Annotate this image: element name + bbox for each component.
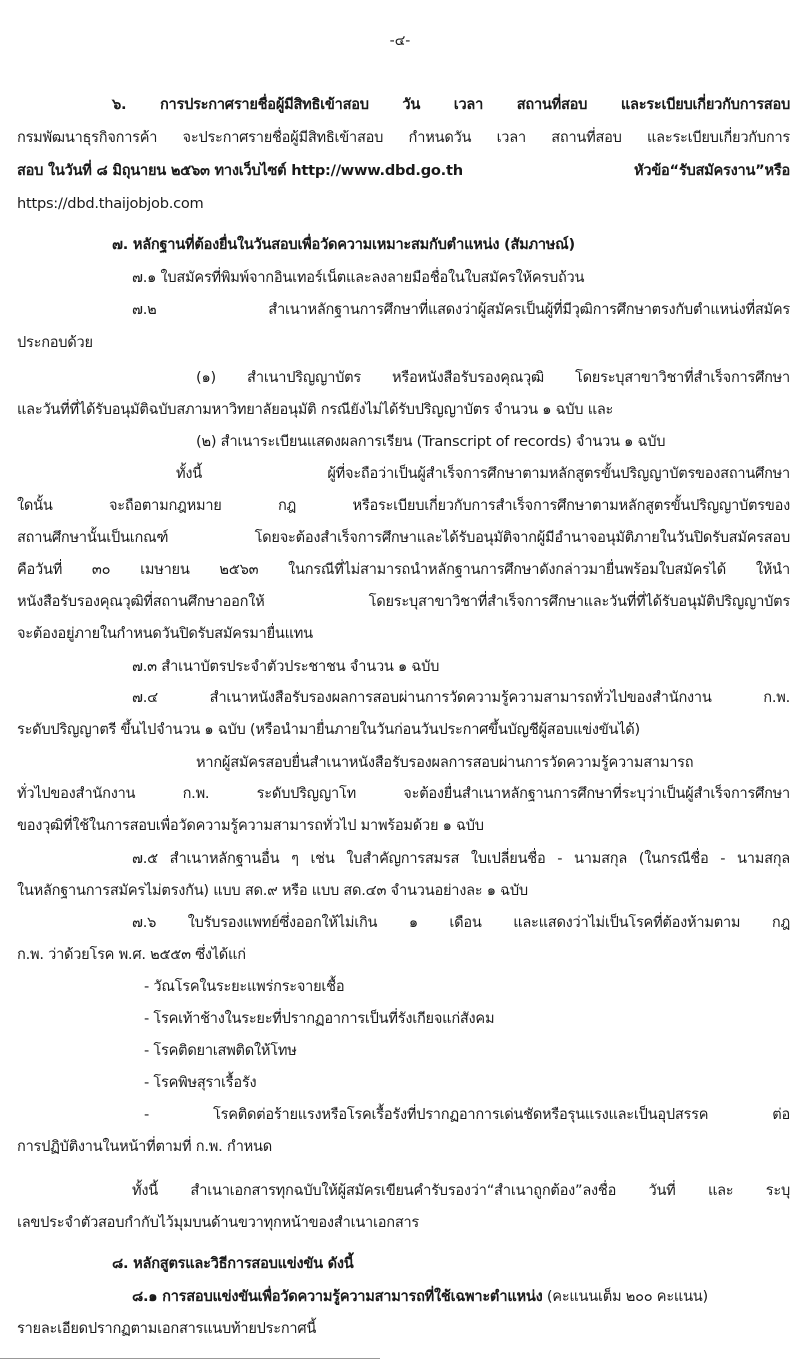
- section-6-line-2: กรมพัฒนาธุรกิจการค้า จะประกาศรายชื่อผู้มีสิทธิเข้าสอบ กำหนดวัน เวลา สถานที่สอบ และระเบียบเกี่ยวกับการ: [17, 129, 790, 146]
- item-7-4-line-1: ๗.๔ สำเนาหนังสือรับรองผลการสอบผ่านการวัดความรู้ความสามารถทั่วไปของสำนักงาน ก.พ.: [132, 689, 790, 706]
- section-8-heading: ๘. หลักสูตรและวิธีการสอบแข่งขัน ดังนี้: [112, 1255, 354, 1272]
- item-7-5-line-1: ๗.๕ สำเนาหลักฐานอื่น ๆ เช่น ใบสำคัญการสมรส ใบเปลี่ยนชื่อ - นามสกุล (ในกรณีชื่อ - นามสกุล: [132, 850, 790, 867]
- item-8-1-score: (คะแนนเต็ม ๒๐๐ คะแนน): [542, 1288, 708, 1305]
- section-6-url: https://dbd.thaijobjob.com: [17, 195, 204, 212]
- item-8-1-line-2: รายละเอียดปรากฏตามเอกสารแนบท้ายประกาศนี้: [17, 1320, 317, 1337]
- item-7-1: ๗.๑ ใบสมัครที่พิมพ์จากอินเทอร์เน็ตและลงลายมือชื่อในใบสมัครให้ครบถ้วน: [132, 269, 585, 286]
- item-7-6-line-2: ก.พ. ว่าด้วยโรค พ.ศ. ๒๕๕๓ ซึ่งได้แก่: [17, 946, 246, 963]
- note-line-3: สถานศึกษานั้นเป็นเกณฑ์ โดยจะต้องสำเร็จการศึกษาและได้รับอนุมัติจากผู้มีอำนาจอนุมัติภายในวันปิดรับสมัครสอบ: [17, 529, 790, 546]
- disease-item: - วัณโรคในระยะแพร่กระจายเชื้อ: [144, 978, 345, 995]
- item-7-2-1-line-1: (๑) สำเนาปริญญาบัตร หรือหนังสือรับรองคุณวุฒิ โดยระบุสาขาวิชาที่สำเร็จการศึกษา: [196, 369, 790, 386]
- disease-item: - โรคเท้าช้างในระยะที่ปรากฏอาการเป็นที่รังเกียจแก่สังคม: [144, 1010, 495, 1027]
- section-6-line-3b: หัวข้อ“รับสมัครงาน”หรือ: [634, 162, 790, 179]
- footer-divider: [0, 1358, 380, 1359]
- section-6-line-3a: สอบ ในวันที่ ๘ มิถุนายน ๒๕๖๓ ทางเว็บไซต์ http://www.dbd.go.th: [17, 162, 463, 179]
- disease-item: - โรคพิษสุราเรื้อรัง: [144, 1074, 257, 1091]
- disease-item-5-line-2: การปฏิบัติงานในหน้าที่ตามที่ ก.พ. กำหนด: [17, 1138, 273, 1155]
- item-7-6-line-1: ๗.๖ ใบรับรองแพทย์ซึ่งออกให้ไม่เกิน ๑ เดือน และแสดงว่าไม่เป็นโรคที่ต้องห้ามตาม กฎ: [132, 914, 790, 931]
- disease-item: - โรคติดยาเสพติดให้โทษ: [144, 1042, 297, 1059]
- certification-line-2: เลขประจำตัวสอบกำกับไว้มุมบนด้านขวาทุกหน้าของสำเนาเอกสาร: [17, 1214, 420, 1231]
- note-line-4: คือวันที่ ๓๐ เมษายน ๒๕๖๓ ในกรณีที่ไม่สามารถนำหลักฐานการศึกษาดังกล่าวมายื่นพร้อมใบสมัครได้ ให้นำ: [17, 561, 790, 578]
- disease-item-5-line-1: - โรคติดต่อร้ายแรงหรือโรคเรื้อรังที่ปรากฏอาการเด่นชัดหรือรุนแรงและเป็นอุปสรรค ต่อ: [144, 1106, 790, 1123]
- item-7-3: ๗.๓ สำเนาบัตรประจำตัวประชาชน จำนวน ๑ ฉบับ: [132, 658, 440, 675]
- note-line-5: หนังสือรับรองคุณวุฒิที่สถานศึกษาออกให้ โดยระบุสาขาวิชาที่สำเร็จการศึกษาและวันที่ที่ได้รับอนุมัติปริญญาบัตร: [17, 593, 790, 610]
- item-7-4-line-5: ของวุฒิที่ใช้ในการสอบเพื่อวัดความรู้ความสามารถทั่วไป มาพร้อมด้วย ๑ ฉบับ: [17, 817, 484, 834]
- item-7-2-line-1: ๗.๒ สำเนาหลักฐานการศึกษาที่แสดงว่าผู้สมัครเป็นผู้ที่มีวุฒิการศึกษาตรงกับตำแหน่งที่สมัคร: [132, 301, 790, 318]
- item-7-2-2: (๒) สำเนาระเบียนแสดงผลการเรียน (Transcript of records) จำนวน ๑ ฉบับ: [196, 433, 666, 450]
- item-7-4-line-3: หากผู้สมัครสอบยื่นสำเนาหนังสือรับรองผลการสอบผ่านการวัดความรู้ความสามารถ: [196, 754, 694, 771]
- item-7-2-line-2: ประกอบด้วย: [17, 334, 93, 351]
- certification-line-1: ทั้งนี้ สำเนาเอกสารทุกฉบับให้ผู้สมัครเขียนคำรับรองว่า“สำเนาถูกต้อง”ลงชื่อ วันที่ และ ระบุ: [132, 1182, 790, 1199]
- note-line-6: จะต้องอยู่ภายในกำหนดวันปิดรับสมัครมายื่นแทน: [17, 625, 313, 642]
- item-7-4-line-4: ทั่วไปของสำนักงาน ก.พ. ระดับปริญญาโท จะต้องยื่นสำเนาหลักฐานการศึกษาที่ระบุว่าเป็นผู้สำเร็จการศึกษา: [17, 785, 790, 802]
- item-8-1-line-1: [132, 1290, 708, 1305]
- page-number: -๔-: [389, 33, 411, 49]
- item-7-2-1-line-2: และวันที่ที่ได้รับอนุมัติฉบับสภามหาวิทยาลัยอนุมัติ กรณียังไม่ได้รับปริญญาบัตร จำนวน ๑ ฉบับ และ: [17, 401, 614, 418]
- item-7-4-line-2: ระดับปริญญาตรี ขึ้นไปจำนวน ๑ ฉบับ (หรือนำมายื่นภายในวันก่อนวันประกาศขึ้นบัญชีผู้สอบแข่งขันได้): [17, 721, 640, 738]
- section-7-heading: ๗. หลักฐานที่ต้องยื่นในวันสอบเพื่อวัดความเหมาะสมกับตำแหน่ง (สัมภาษณ์): [112, 236, 575, 253]
- section-6-heading: ๖. การประกาศรายชื่อผู้มีสิทธิเข้าสอบ วัน เวลา สถานที่สอบ และระเบียบเกี่ยวกับการสอบ: [112, 96, 790, 113]
- item-8-1-title: ๘.๑ การสอบแข่งขันเพื่อวัดความรู้ความสามารถที่ใช้เฉพาะตำแหน่ง: [132, 1288, 543, 1305]
- note-line-1: ทั้งนี้ ผู้ที่จะถือว่าเป็นผู้สำเร็จการศึกษาตามหลักสูตรขั้นปริญญาบัตรของสถานศึกษา: [176, 465, 790, 482]
- item-7-5-line-2: ในหลักฐานการสมัครไม่ตรงกัน) แบบ สด.๙ หรือ แบบ สด.๔๓ จำนวนอย่างละ ๑ ฉบับ: [17, 882, 528, 899]
- note-line-2: ใดนั้น จะถือตามกฎหมาย กฎ หรือระเบียบเกี่ยวกับการสำเร็จการศึกษาตามหลักสูตรขั้นปริญญาบัตรของ: [17, 497, 790, 514]
